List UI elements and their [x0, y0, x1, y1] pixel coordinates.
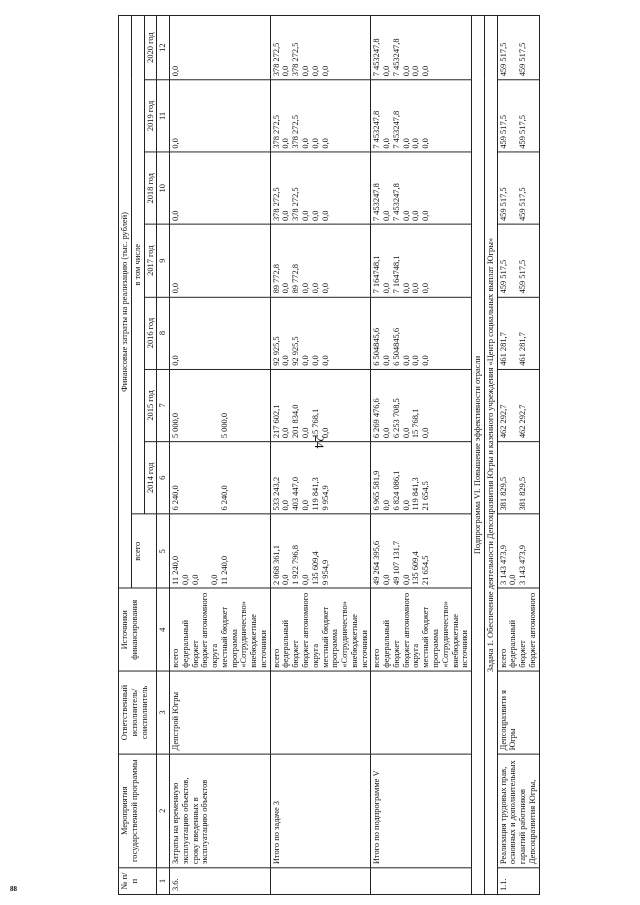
- value: 461 281,7: [517, 332, 528, 366]
- value-cell: [170, 442, 271, 514]
- source-label: всего: [270, 648, 281, 668]
- value: 6 253 708,5: [390, 398, 401, 439]
- header-year: 2015 год: [144, 369, 157, 441]
- header-col-number: 8: [157, 297, 170, 369]
- value: 89 772,8: [270, 263, 281, 294]
- value: [210, 156, 220, 221]
- value: [220, 228, 230, 293]
- table-row: [371, 15, 472, 894]
- value: [191, 156, 201, 221]
- task-title: Задача 1. Обеспечение деятельности Депсоцразвития Югры и казенного учреждения «Центр социальных выплат Югры»: [484, 15, 497, 894]
- footer-mark: 88: [10, 885, 17, 893]
- value: 0,0: [420, 138, 431, 149]
- value: 21 654,5: [420, 481, 431, 511]
- value-cell: [371, 442, 472, 514]
- value-cell: [170, 224, 271, 296]
- header-year: 2017 год: [144, 224, 157, 296]
- value: 0,0: [381, 355, 392, 366]
- value: 15 768,1: [309, 408, 320, 439]
- value: 135 609,4: [309, 551, 320, 585]
- value: 0,0: [319, 282, 330, 294]
- value-cell: [270, 152, 371, 224]
- source-label: бюджет автономного округа: [300, 592, 320, 668]
- page-number: 24: [312, 435, 327, 449]
- value: 0,0: [280, 427, 291, 439]
- value: [200, 228, 210, 293]
- value: 11 240,0: [218, 555, 229, 585]
- value: 0,0: [300, 427, 311, 439]
- value: 381 829,5: [497, 476, 508, 511]
- value: 0,0: [400, 210, 411, 222]
- value: 459 517,5: [497, 42, 508, 77]
- row-number: [270, 868, 371, 895]
- value: 0,0: [280, 574, 291, 585]
- value-cell: [497, 369, 539, 441]
- value: 0,0: [309, 138, 320, 149]
- value: 0,0: [400, 500, 411, 511]
- value: 0,0: [420, 427, 431, 439]
- value: 7 453247,8: [371, 110, 382, 149]
- value: [191, 373, 201, 438]
- value-cell: [371, 152, 472, 224]
- sources-cell: [170, 588, 271, 671]
- value: 0,0: [309, 65, 320, 77]
- task-row: [484, 15, 497, 894]
- source-label: федеральный бюджет: [280, 619, 301, 668]
- value: 0,0: [400, 427, 411, 439]
- value: 378 272,5: [290, 42, 301, 77]
- source-label: местный бюджет: [319, 606, 330, 668]
- sources-cell: [371, 588, 472, 671]
- value: 459 517,5: [517, 115, 528, 149]
- value: 0,0: [170, 65, 181, 77]
- header-col-number: 7: [157, 369, 170, 441]
- value-cell: [170, 80, 271, 152]
- value-cell: [371, 224, 472, 296]
- value: 5 000,0: [170, 412, 181, 439]
- value-cell: [371, 514, 472, 588]
- value: 6 504845,6: [371, 327, 382, 366]
- value: 0,0: [170, 282, 181, 294]
- sources-cell: [270, 588, 371, 671]
- value: 6 504845,6: [390, 327, 401, 366]
- table-row: [270, 15, 371, 894]
- value: 0,0: [319, 210, 330, 222]
- value: 2 068 361,1: [270, 545, 281, 585]
- source-label: всего: [497, 648, 508, 668]
- value: [181, 19, 191, 76]
- header-responsible: Ответственный исполнитель/ соисполнитель: [119, 671, 157, 754]
- value: 0,0: [170, 355, 181, 366]
- header-col-number: 3: [157, 671, 170, 754]
- value: 0,0: [280, 65, 291, 77]
- value: 0,0: [410, 210, 421, 222]
- value: 217 602,1: [270, 404, 281, 439]
- value: 0,0: [300, 282, 311, 294]
- value: [210, 19, 220, 76]
- value: 0,0: [420, 210, 431, 222]
- source-label: местный бюджет: [420, 606, 431, 668]
- source-label: внебюджетные источники: [248, 614, 268, 668]
- measure-cell: Итого по подпрограмме V: [371, 754, 472, 868]
- value-cell: [170, 15, 271, 79]
- value: 378 272,5: [270, 187, 281, 222]
- header-col-number: 10: [157, 152, 170, 224]
- subprogram-row: [472, 15, 485, 894]
- value: 0,0: [381, 574, 392, 585]
- header-source: Источники финансирования: [119, 588, 157, 671]
- value: 0,0: [280, 500, 291, 511]
- value: [181, 228, 191, 293]
- value: 0,0: [381, 282, 392, 294]
- value: 49 107 131,7: [390, 540, 401, 585]
- value-cell: [371, 369, 472, 441]
- value: 9 954,9: [319, 485, 330, 511]
- value: 378 272,5: [290, 187, 301, 222]
- value: 533 243,2: [270, 476, 281, 511]
- value: 0,0: [300, 65, 311, 77]
- value: 0,0: [319, 355, 330, 366]
- value: 201 834,0: [290, 404, 301, 439]
- value: 0,0: [300, 210, 311, 222]
- value: 0,0: [410, 138, 421, 149]
- responsible-cell: [270, 671, 371, 754]
- value: 378 272,5: [270, 42, 281, 77]
- header-year: 2014 год: [144, 442, 157, 514]
- value: 1 922 796,8: [290, 545, 301, 585]
- value: 459 517,5: [517, 187, 528, 222]
- header-year: 2019 год: [144, 80, 157, 152]
- header-col-number: 1: [157, 868, 170, 895]
- budget-table-rotated: [118, 15, 633, 895]
- header-col-number: 11: [157, 80, 170, 152]
- value: 0,0: [309, 355, 320, 366]
- value: 0,0: [410, 355, 421, 366]
- value: 0,0: [319, 427, 330, 439]
- value: [210, 83, 220, 148]
- value: 135 609,4: [410, 551, 421, 585]
- value: [220, 19, 230, 76]
- source-label: программа «Сотрудничество»: [329, 601, 350, 668]
- value: [191, 83, 201, 148]
- value: 0,0: [179, 574, 190, 585]
- value: [191, 445, 201, 510]
- value: 459 517,5: [517, 259, 528, 294]
- value-cell: [170, 297, 271, 369]
- table-row: [497, 15, 539, 894]
- value-cell: [270, 80, 371, 152]
- value: 119 841,3: [410, 477, 421, 511]
- value-cell: [497, 442, 539, 514]
- value: 5 000,0: [218, 412, 229, 439]
- value: 403 447,0: [290, 476, 301, 511]
- header-col-number: 6: [157, 442, 170, 514]
- value: 11 240,0: [170, 555, 181, 585]
- value: 0,0: [381, 427, 392, 439]
- value: 49 264 395,6: [371, 540, 382, 585]
- value: [200, 300, 210, 365]
- value: [191, 228, 201, 293]
- source-label: федеральный бюджет: [381, 619, 401, 668]
- responsible-cell: Депсоцразвити я Югры: [497, 671, 539, 754]
- value: 7 453247,8: [390, 38, 401, 77]
- value: 6 269 476,6: [371, 398, 382, 439]
- value-cell: [371, 80, 472, 152]
- value: 0,0: [189, 574, 200, 585]
- value: [220, 83, 230, 148]
- value: 0,0: [410, 282, 421, 294]
- header-no: № п/п: [119, 868, 157, 895]
- header-year: 2016 год: [144, 297, 157, 369]
- value: 378 272,5: [290, 115, 301, 149]
- value: 89 772,8: [290, 263, 301, 294]
- value: 459 517,5: [517, 42, 528, 77]
- measure-cell: Итого по задаче 3: [270, 754, 371, 868]
- source-label: бюджет автономного округа: [400, 592, 421, 668]
- value: 0,0: [420, 65, 431, 77]
- value: 7 453247,8: [390, 183, 401, 222]
- value: 0,0: [170, 138, 181, 149]
- responsible-cell: Депстрой Югры: [170, 671, 271, 754]
- value: 0,0: [209, 574, 220, 585]
- value: 0,0: [309, 210, 320, 222]
- value: 3 143 473,9: [497, 545, 508, 585]
- value: 0,0: [300, 138, 311, 149]
- source-label: бюджет автономного: [526, 592, 537, 668]
- value: 7 453247,8: [371, 38, 382, 77]
- value-cell: [270, 514, 371, 588]
- value: 6 240,0: [218, 485, 229, 511]
- value: 6 965 581,9: [371, 470, 382, 511]
- value: [191, 19, 201, 76]
- row-number: 1.1.: [497, 868, 539, 895]
- value: [181, 445, 191, 510]
- value-cell: [270, 224, 371, 296]
- value: [181, 83, 191, 148]
- value: 0,0: [420, 282, 431, 294]
- value: 6 824 086,1: [390, 470, 401, 511]
- value: 0,0: [400, 355, 411, 366]
- value: 21 654,5: [420, 555, 431, 585]
- value: 0,0: [507, 574, 518, 585]
- value: [210, 228, 220, 293]
- value: 0,0: [400, 574, 411, 585]
- header-col-number: 12: [157, 15, 170, 79]
- value-cell: [497, 152, 539, 224]
- header-financial: Финансовые затраты на реализацию (тыс. рублей): [119, 15, 132, 588]
- measure-cell: Реализация трудовых прав, основных и дополнительных гарантий работников Депсоцразвития Югры,: [497, 754, 539, 868]
- value: [200, 373, 210, 438]
- value: 0,0: [319, 65, 330, 77]
- table-row: [170, 15, 271, 894]
- source-label: всего: [371, 648, 382, 668]
- value-cell: [497, 514, 539, 588]
- value: [181, 156, 191, 221]
- value: [220, 156, 230, 221]
- value-cell: [371, 297, 472, 369]
- source-label: программа «Сотрудничество»: [228, 601, 249, 668]
- header-measure: Мероприятия государственной программы: [119, 754, 157, 868]
- header-col-number: 5: [157, 514, 170, 588]
- value-cell: [170, 152, 271, 224]
- value: 462 292,7: [517, 404, 528, 439]
- value: 0,0: [309, 282, 320, 294]
- source-label: внебюджетные источники: [449, 614, 470, 668]
- value: [200, 156, 210, 221]
- value: [220, 300, 230, 365]
- row-number: 3.6.: [170, 868, 271, 895]
- value: [200, 83, 210, 148]
- value-cell: [170, 514, 271, 588]
- value: 0,0: [381, 65, 392, 77]
- value: [181, 373, 191, 438]
- row-number: [371, 868, 472, 895]
- value: 461 281,7: [497, 332, 508, 366]
- value: 0,0: [280, 210, 291, 222]
- value: 0,0: [319, 138, 330, 149]
- value: 378 272,5: [270, 115, 281, 149]
- responsible-cell: [371, 671, 472, 754]
- value: 3 143 473,9: [517, 545, 528, 585]
- value: 0,0: [400, 138, 411, 149]
- value: [210, 300, 220, 365]
- value: 119 841,3: [309, 477, 320, 511]
- value-cell: [497, 80, 539, 152]
- source-label: федеральный бюджет: [179, 619, 200, 668]
- value: 0,0: [400, 65, 411, 77]
- value: 0,0: [420, 355, 431, 366]
- value: [200, 19, 210, 76]
- value: [191, 300, 201, 365]
- value: 459 517,5: [497, 115, 508, 149]
- measure-cell: Затраты на временную эксплуатацию объектов, сроку введенных в эксплуатацию объектов: [170, 754, 271, 868]
- source-label: бюджет автономного округа: [199, 592, 220, 668]
- source-label: внебюджетные источники: [348, 614, 369, 668]
- header-year: 2020 год: [144, 15, 157, 79]
- value: 6 240,0: [170, 485, 181, 511]
- value-cell: [371, 15, 472, 79]
- source-label: всего: [170, 648, 181, 668]
- value: 459 517,5: [497, 187, 508, 222]
- header-col-number: 9: [157, 224, 170, 296]
- header-year: 2018 год: [144, 152, 157, 224]
- value: 462 292,7: [497, 404, 508, 439]
- value: 0,0: [410, 65, 421, 77]
- value-cell: [497, 15, 539, 79]
- sources-cell: [497, 588, 539, 671]
- value: 92 925,5: [290, 336, 301, 366]
- value: [200, 445, 210, 510]
- value: [181, 300, 191, 365]
- value-cell: [497, 224, 539, 296]
- value: 0,0: [381, 138, 392, 149]
- value-cell: [270, 297, 371, 369]
- value: 9 954,9: [319, 559, 330, 585]
- value-cell: [270, 442, 371, 514]
- value: 0,0: [280, 138, 291, 149]
- subprogram-title: Подпрограмма VI. Повышение эффективности отрасли: [472, 15, 485, 894]
- value-cell: [170, 369, 271, 441]
- value: 459 517,5: [497, 259, 508, 294]
- value-cell: [270, 369, 371, 441]
- header-col-number: 2: [157, 754, 170, 868]
- value: 0,0: [300, 574, 311, 585]
- budget-table: [118, 15, 540, 895]
- source-label: программа «Сотрудничество»: [429, 601, 450, 668]
- source-label: местный бюджет: [218, 606, 229, 668]
- value: 7 453247,8: [371, 183, 382, 222]
- value: 0,0: [381, 500, 392, 511]
- value: 0,0: [300, 500, 311, 511]
- value-cell: [497, 297, 539, 369]
- value: 0,0: [300, 355, 311, 366]
- value: 92 925,5: [270, 336, 281, 366]
- value: 0,0: [381, 210, 392, 222]
- value: 0,0: [280, 282, 291, 294]
- value: 381 829,5: [517, 476, 528, 511]
- value: 7 453247,8: [390, 110, 401, 149]
- header-col-number: 4: [157, 588, 170, 671]
- header-total: всего: [131, 514, 157, 588]
- value: 7 164748,1: [390, 255, 401, 294]
- value: 7 164748,1: [371, 255, 382, 294]
- value-cell: [270, 15, 371, 79]
- header-including: в том числе: [131, 15, 144, 514]
- value: 0,0: [280, 355, 291, 366]
- value: 0,0: [400, 282, 411, 294]
- source-label: федеральный бюджет: [507, 619, 528, 668]
- value: 0,0: [170, 210, 181, 222]
- value: 15 768,1: [410, 408, 421, 439]
